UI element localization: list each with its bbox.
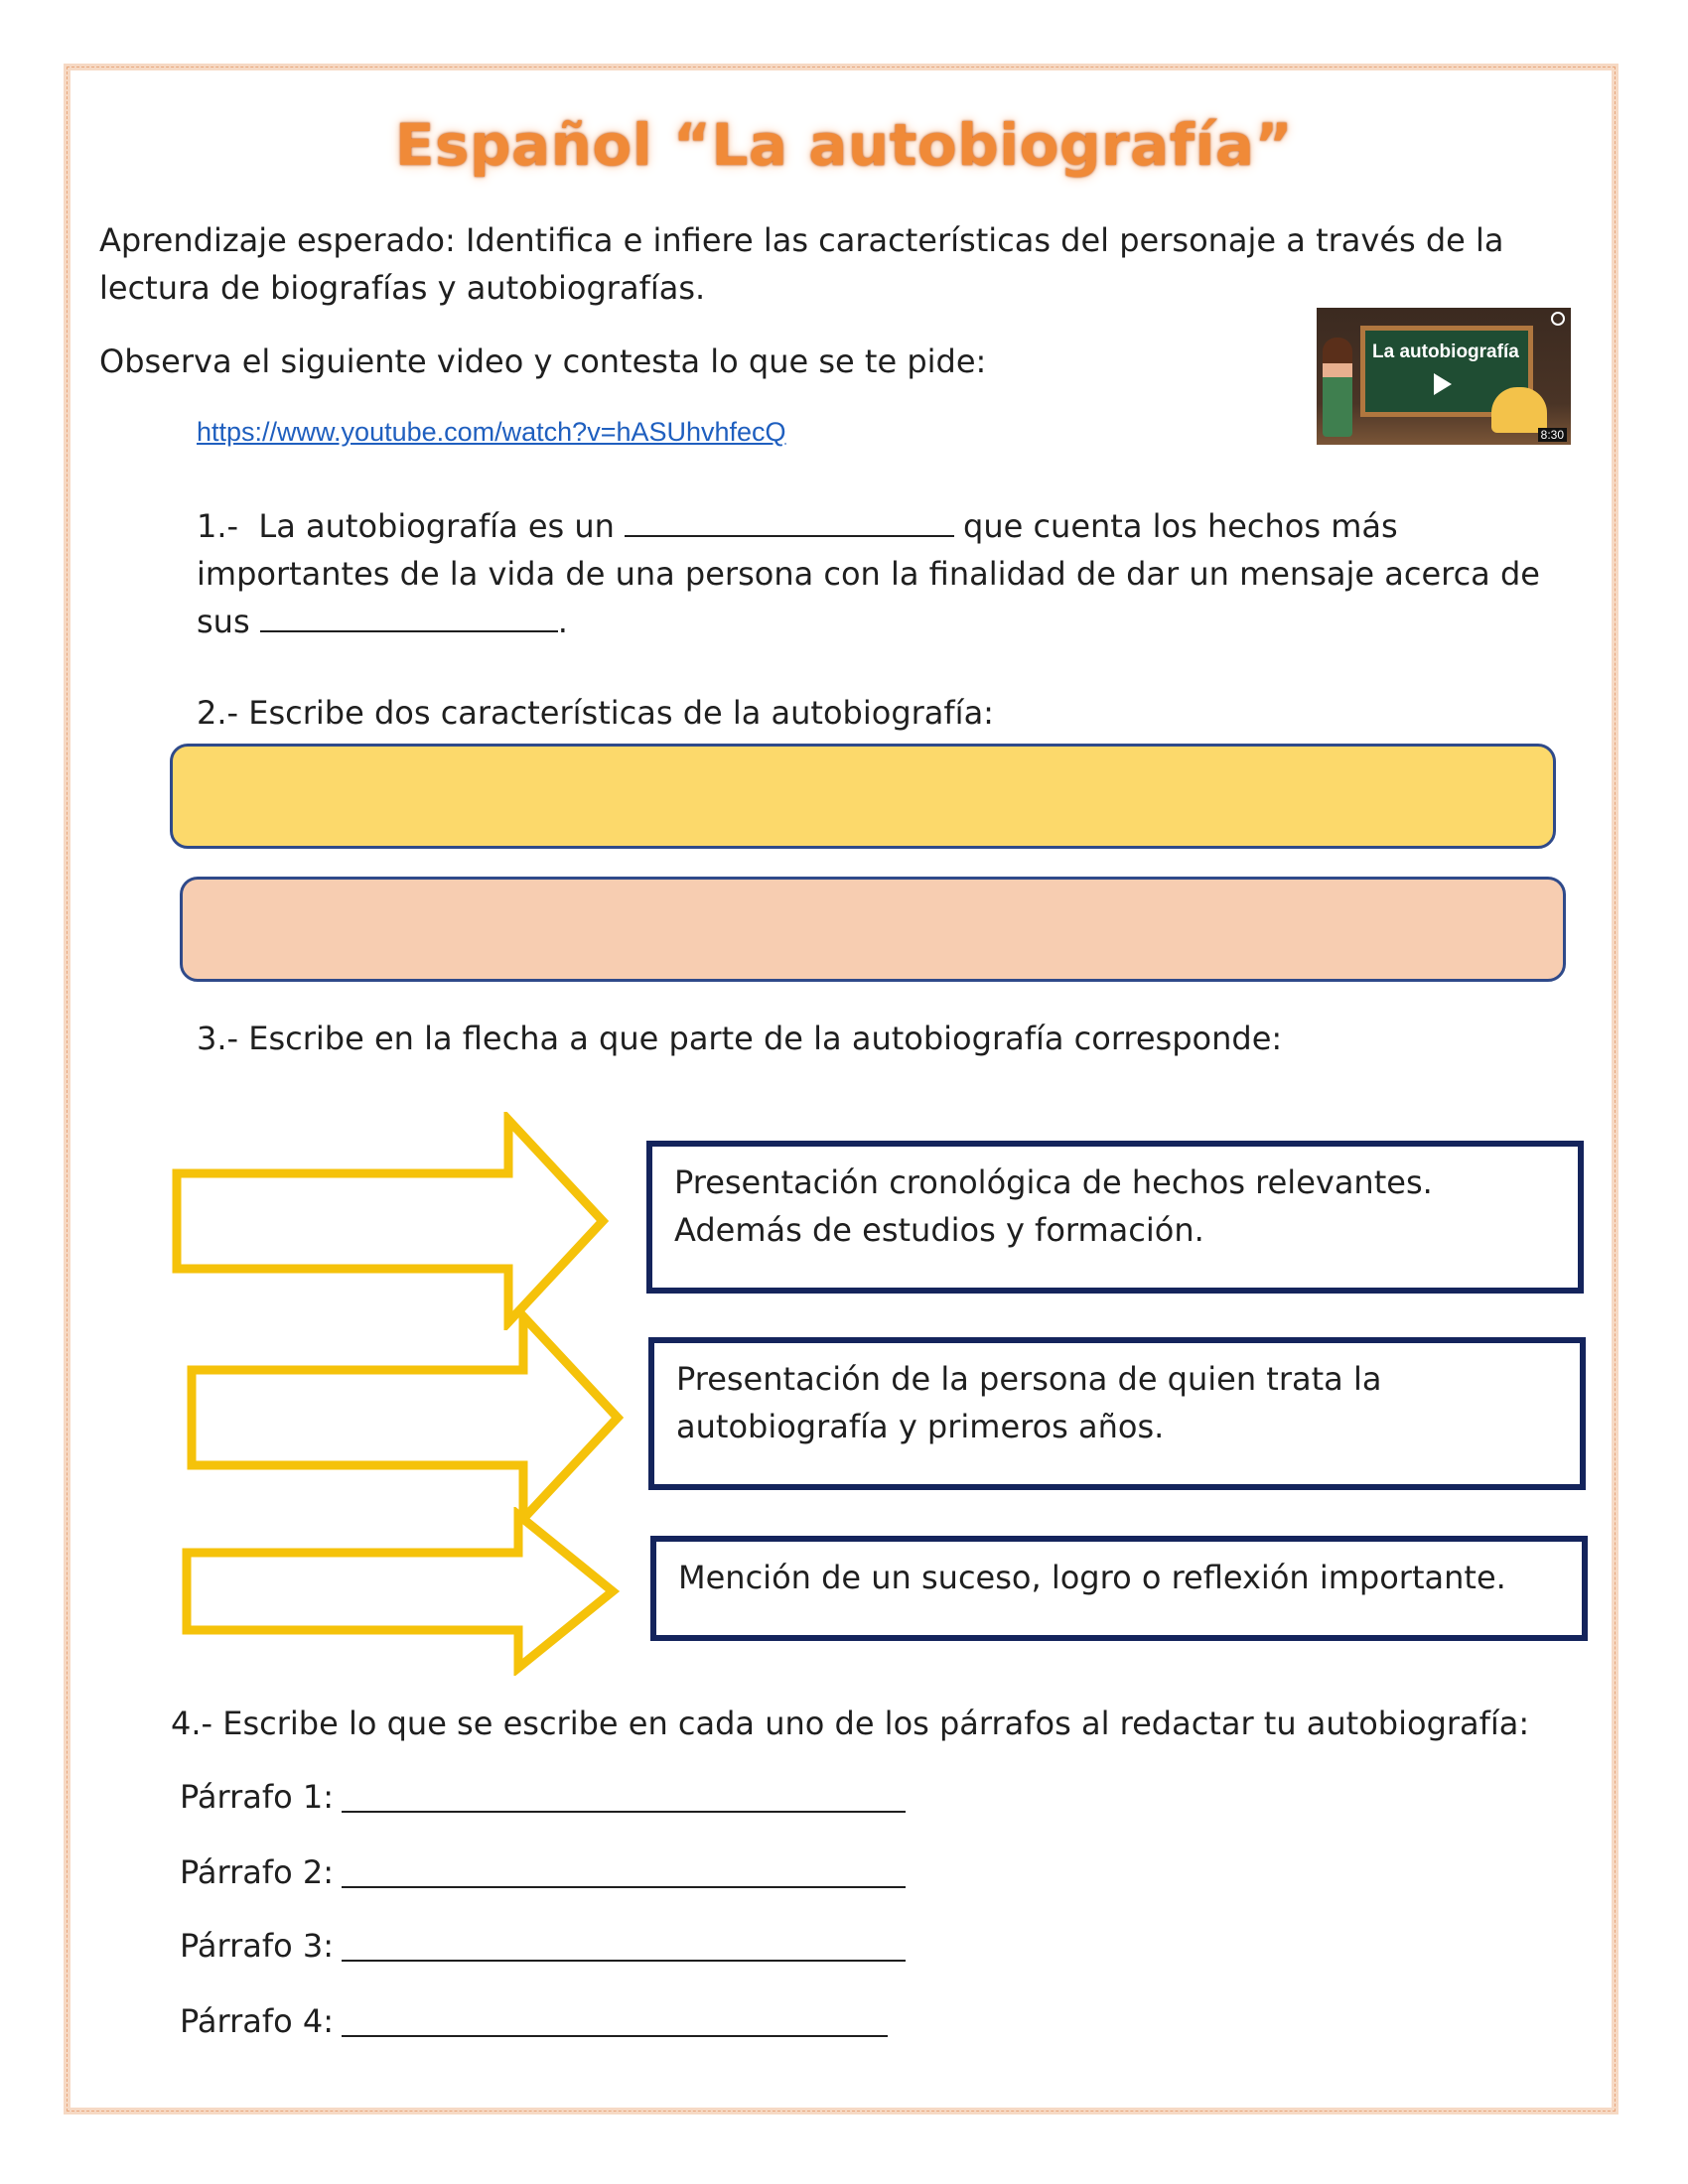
video-thumbnail[interactable] [1317,308,1571,445]
question-4-text: 4.- Escribe lo que se escribe en cada uno de los párrafos al redactar tu autobiografía: [171,1705,1530,1742]
question-1-period: . [557,603,568,640]
page-title: Español “La autobiografía” [394,111,1294,179]
part-description-box-1 [646,1141,1584,1294]
paragraph-3-answer-line[interactable] [342,1960,906,1962]
question-1-text-c: sus [197,603,250,640]
video-thumbnail-title: La autobiografía [1372,341,1519,362]
instruction-text: Observa el siguiente video y contesta lo que se te pide: [99,342,987,380]
question-1-text-b: que cuenta los hechos más importantes de la vida de una persona con la finalidad de dar un mensaje acerca de [197,507,1540,593]
paragraph-4-answer-line[interactable] [342,2035,888,2037]
characteristic-answer-2[interactable] [180,877,1566,982]
characteristic-answer-1[interactable] [170,744,1556,849]
part-description-box-3 [650,1536,1588,1641]
question-1-number: 1.- [197,507,239,545]
paragraph-1-answer-line[interactable] [342,1811,906,1813]
question-2-text: 2.- Escribe dos características de la autobiografía: [197,694,994,732]
part-description-box-2 [648,1337,1586,1490]
play-icon[interactable] [1434,373,1452,395]
paragraph-4-label: Párrafo 4: [180,2002,334,2040]
video-link[interactable]: https://www.youtube.com/watch?v=hASUhvhfecQ [197,417,786,447]
arrow-answer-1[interactable] [169,1112,616,1330]
watch-later-icon[interactable] [1551,312,1565,326]
part-description-3: Mención de un suceso, logro o reflexión importante. [678,1559,1506,1596]
child-illustration [1491,387,1547,433]
arrow-answer-3[interactable] [179,1507,626,1676]
question-1-text-a: La autobiografía es un [258,507,615,545]
question-1-blank-2[interactable] [260,605,558,632]
question-3-text: 3.- Escribe en la flecha a que parte de la autobiografía corresponde: [197,1020,1283,1057]
part-description-2: Presentación de la persona de quien trata la autobiografía y primeros años. [676,1360,1382,1445]
learning-objective: Aprendizaje esperado: Identifica e infiere las características del personaje a través de la lectura de biografías y autobiografías. [99,221,1504,307]
paragraph-1-label: Párrafo 1: [180,1778,334,1816]
paragraph-2-label: Párrafo 2: [180,1853,334,1891]
video-duration: 8:30 [1538,428,1567,442]
paragraph-2-answer-line[interactable] [342,1886,906,1888]
teacher-illustration [1323,338,1352,437]
arrow-answer-2[interactable] [184,1308,631,1527]
paragraph-3-label: Párrafo 3: [180,1927,334,1965]
part-description-1: Presentación cronológica de hechos relevantes. Además de estudios y formación. [674,1163,1433,1249]
question-1-line-3 [197,598,568,645]
